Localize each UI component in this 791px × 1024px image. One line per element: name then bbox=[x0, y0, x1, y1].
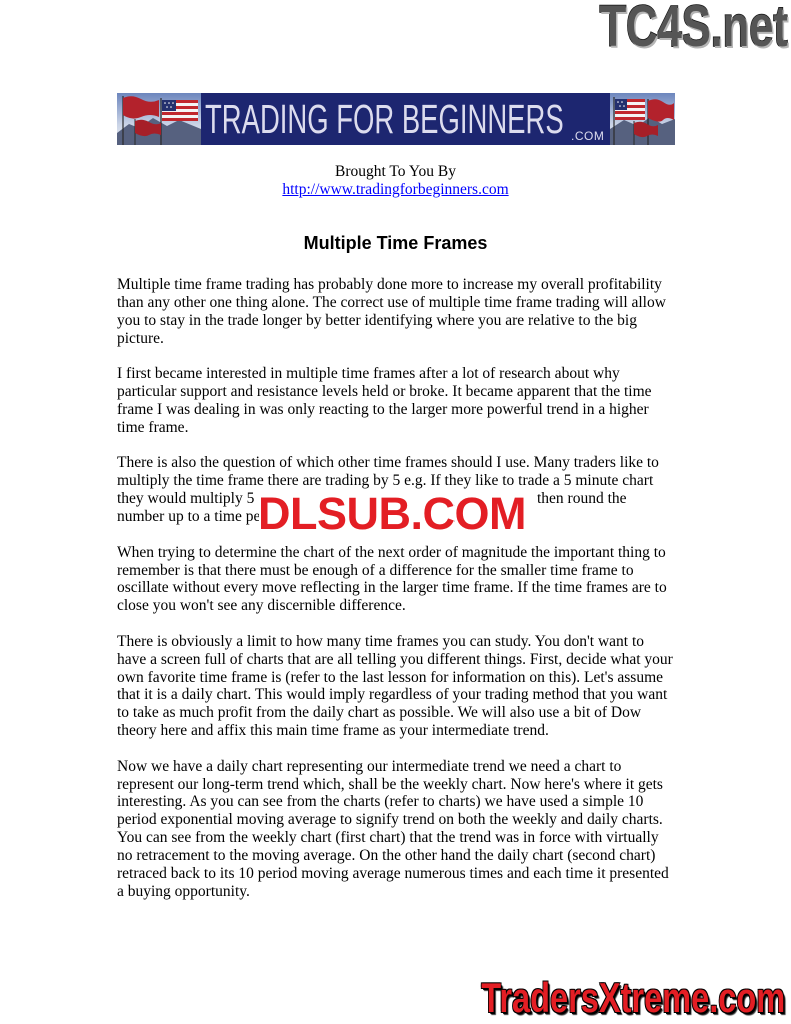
watermark-logo-bottom: TradersXtreme.com bbox=[481, 974, 785, 1021]
body-text-line: represent our long-term trend which, shall be the weekly chart. Now here's where it gets bbox=[117, 775, 663, 793]
body-text-line: a buying opportunity. bbox=[117, 882, 250, 900]
body-text-line: Multiple time frame trading has probably done more to increase my overall profitability bbox=[117, 276, 662, 293]
body-text-line: multiply the time frame there are trading by 5 e.g. If they like to trade a 5 minute chart bbox=[117, 472, 654, 490]
body-text-line: theory here and affix this main time frame as your intermediate trend. bbox=[117, 722, 549, 740]
body-text-line: number up to a time pe bbox=[117, 507, 261, 525]
body-text-line: There is also the question of which other time frames should I use. Many traders like to bbox=[117, 454, 659, 472]
body-text-line: frame I was dealing in was only reacting to the larger more powerful trend in a higher bbox=[117, 400, 649, 418]
paragraph bbox=[117, 758, 777, 901]
flags-image-left bbox=[117, 93, 201, 145]
body-text-line: own favorite time frame is (refer to the last lesson for information on this). Let's assume bbox=[117, 668, 664, 686]
site-banner bbox=[117, 93, 675, 145]
body-text-line: close you won't see any discernible difference. bbox=[117, 597, 406, 615]
body-text-line: have a screen full of charts that are all telling you different things. First, decide what your bbox=[117, 650, 673, 668]
paragraph bbox=[117, 365, 777, 436]
banner-title: TRADING FOR BEGINNERS bbox=[205, 96, 564, 142]
body-text-line: picture. bbox=[117, 329, 164, 347]
article-body bbox=[117, 276, 777, 918]
body-text-fragment: they would multiply 5 bbox=[117, 490, 255, 508]
body-text-line: no retracement to the moving average. On the other hand the daily chart (second chart) bbox=[117, 847, 656, 864]
credit-label: Brought To You By bbox=[335, 163, 456, 180]
banner-domain-suffix: .COM bbox=[571, 129, 605, 143]
body-text-line: You can see from the weekly chart (first chart) that the trend was in force with virtually bbox=[117, 829, 659, 847]
body-text-line: time frame. bbox=[117, 418, 189, 436]
body-text-line: that it is a daily chart. This would imply regardless of your trading method that you want bbox=[117, 686, 668, 704]
body-text-line: I first became interested in multiple time frames after a lot of research about why bbox=[117, 365, 620, 383]
body-text-line: you to stay in the trade longer by better identifying where you are relative to the big bbox=[117, 311, 637, 329]
body-text-line: There is obviously a limit to how many time frames you can study. You don't want to bbox=[117, 632, 645, 650]
body-text-fragment: then round the bbox=[537, 490, 627, 508]
body-text-line: remember is that there must be enough of a difference for the smaller time frame to bbox=[117, 561, 634, 579]
body-text-line: than any other one thing alone. The correct use of multiple time frame trading will allow bbox=[117, 293, 666, 311]
article-title: Multiple Time Frames bbox=[303, 233, 488, 253]
watermark-overlay: DLSUB.COM bbox=[258, 488, 526, 539]
body-text-line: oscillate without every move reflecting in the larger time frame. If the time frames are to bbox=[117, 579, 667, 597]
body-text-line: interesting. As you can see from the charts (refer to charts) we have used a simple 10 bbox=[117, 793, 644, 811]
body-text-line: retraced back to its 10 period moving average numerous times and each time it presented bbox=[117, 864, 669, 882]
flags-image-right bbox=[610, 93, 675, 145]
body-text-line: particular support and resistance levels held or broke. It became apparent that the time bbox=[117, 383, 652, 401]
body-text-line: period exponential moving average to signify trend on both the weekly and daily charts. bbox=[117, 811, 663, 829]
body-text-line: Now we have a daily chart representing our intermediate trend we need a chart to bbox=[117, 757, 622, 775]
paragraph bbox=[117, 544, 777, 615]
credit-link-row bbox=[0, 181, 791, 199]
paragraph bbox=[117, 633, 777, 740]
body-text-line: When trying to determine the chart of the next order of magnitude the important thing to bbox=[117, 543, 666, 561]
watermark-logo-top: TC4S.net bbox=[598, 0, 787, 59]
paragraph bbox=[117, 276, 777, 347]
body-text-line: to take as much profit from the daily chart as possible. We will also use a bit of Dow bbox=[117, 704, 642, 722]
website-link[interactable]: http://www.tradingforbeginners.com bbox=[282, 181, 509, 198]
